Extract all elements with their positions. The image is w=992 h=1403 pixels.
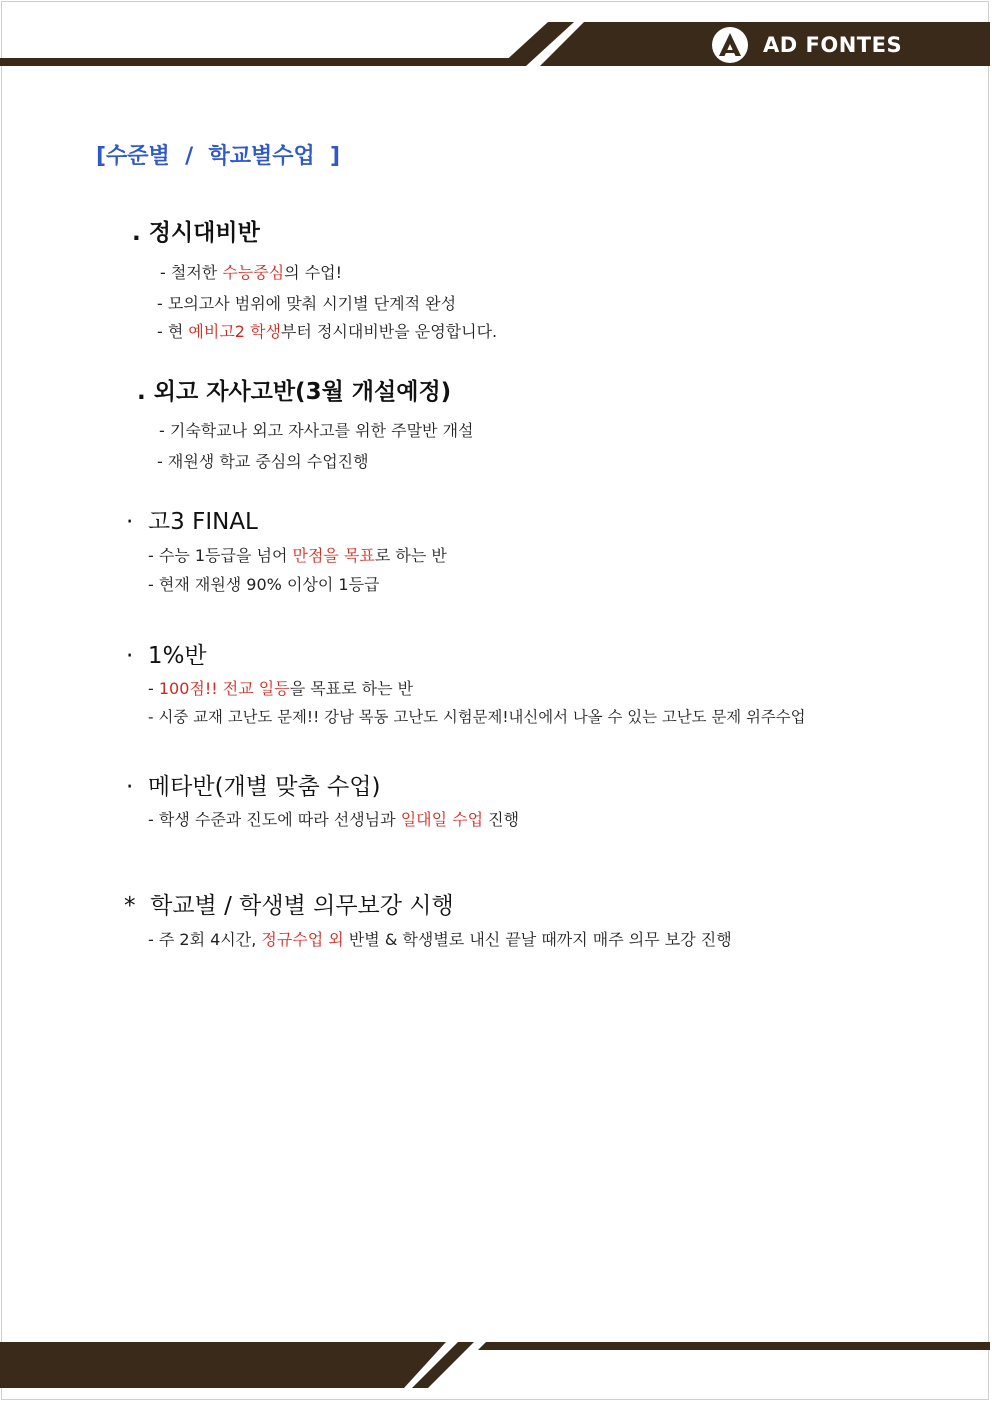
section-line: - 시중 교재 고난도 문제!! 강남 목동 고난도 시험문제!내신에서 나올 수 있는 고난도 문제 위주수업 [148,708,806,726]
section-line: - 수능 1등급을 넘어 만점을 목표로 하는 반 [148,546,447,565]
section-line: - 100점!! 전교 일등을 목표로 하는 반 [148,679,414,698]
section-line: - 철저한 수능중심의 수업! [160,263,343,282]
footer-banner [0,1336,992,1403]
brand-name: AD FONTES [763,33,903,57]
section-line: - 주 2회 4시간, 정규수업 외 반별 & 학생별로 내신 끝날 때까지 매주 의무 보강 진행 [148,930,732,949]
section-line: - 학생 수준과 진도에 따라 선생님과 일대일 수업 진행 [148,810,520,829]
section-line: - 현 예비고2 학생부터 정시대비반을 운영합니다. [157,322,498,341]
document-title: [수준별 / 학교별수업 ] [96,144,341,169]
page-border [1,1,989,1400]
section-line: - 재원생 학교 중심의 수업진행 [157,452,369,471]
ad-fontes-logo-icon [711,26,749,64]
section-title-jeongsi: . 정시대비반 [132,220,260,246]
section-line: - 현재 재원생 90% 이상이 1등급 [148,575,380,594]
brand-logo [711,26,902,64]
section-line: - 모의고사 범위에 맞춰 시기별 단계적 완성 [157,294,457,313]
section-title-foreign-school: . 외고 자사고반(3월 개설예정) [137,379,452,405]
section-title-meta: · 메타반(개별 맞춤 수업) [126,774,381,800]
section-title-final: · 고3 FINAL [126,509,258,535]
section-title-makeup-class: * 학교별 / 학생별 의무보강 시행 [124,893,454,919]
section-title-one-percent: · 1%반 [126,643,207,669]
section-line: - 기숙학교나 외고 자사고를 위한 주말반 개설 [159,421,474,440]
